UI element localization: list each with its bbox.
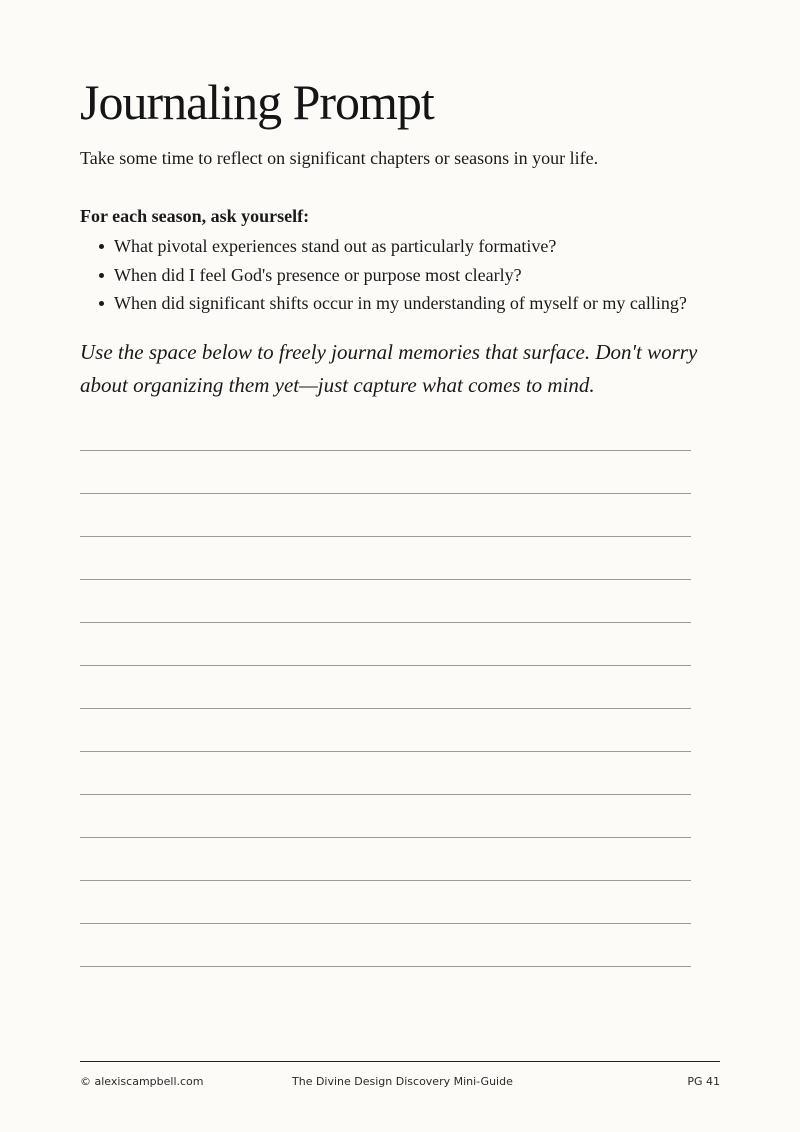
- writing-line: [80, 751, 691, 752]
- footer-copyright: © alexiscampbell.com: [80, 1075, 204, 1088]
- writing-line: [80, 880, 691, 881]
- journal-instruction: Use the space below to freely journal memories that surface. Don't worry about organizing them yet—just capture what comes to mind.: [80, 340, 698, 397]
- writing-line: [80, 579, 691, 580]
- footer-divider: [80, 1061, 720, 1062]
- writing-line: [80, 708, 691, 709]
- writing-line: [80, 536, 691, 537]
- writing-line: [80, 622, 691, 623]
- footer-guide-title: The Divine Design Discovery Mini-Guide: [292, 1075, 513, 1088]
- writing-line: [80, 966, 691, 967]
- question-item: What pivotal experiences stand out as particularly formative?: [114, 232, 687, 261]
- writing-line: [80, 923, 691, 924]
- writing-line: [80, 837, 691, 838]
- page-title: Journaling Prompt: [80, 74, 434, 130]
- prompt-heading: For each season, ask yourself:: [80, 206, 310, 226]
- question-list: [114, 232, 687, 318]
- writing-line: [80, 450, 691, 451]
- footer-page-number: PG 41: [687, 1075, 720, 1088]
- writing-line: [80, 665, 691, 666]
- intro-text: Take some time to reflect on significant chapters or seasons in your life.: [80, 148, 599, 168]
- question-item: When did significant shifts occur in my understanding of myself or my calling?: [114, 289, 687, 318]
- question-item: When did I feel God's presence or purpose most clearly?: [114, 261, 687, 290]
- writing-line: [80, 493, 691, 494]
- writing-line: [80, 794, 691, 795]
